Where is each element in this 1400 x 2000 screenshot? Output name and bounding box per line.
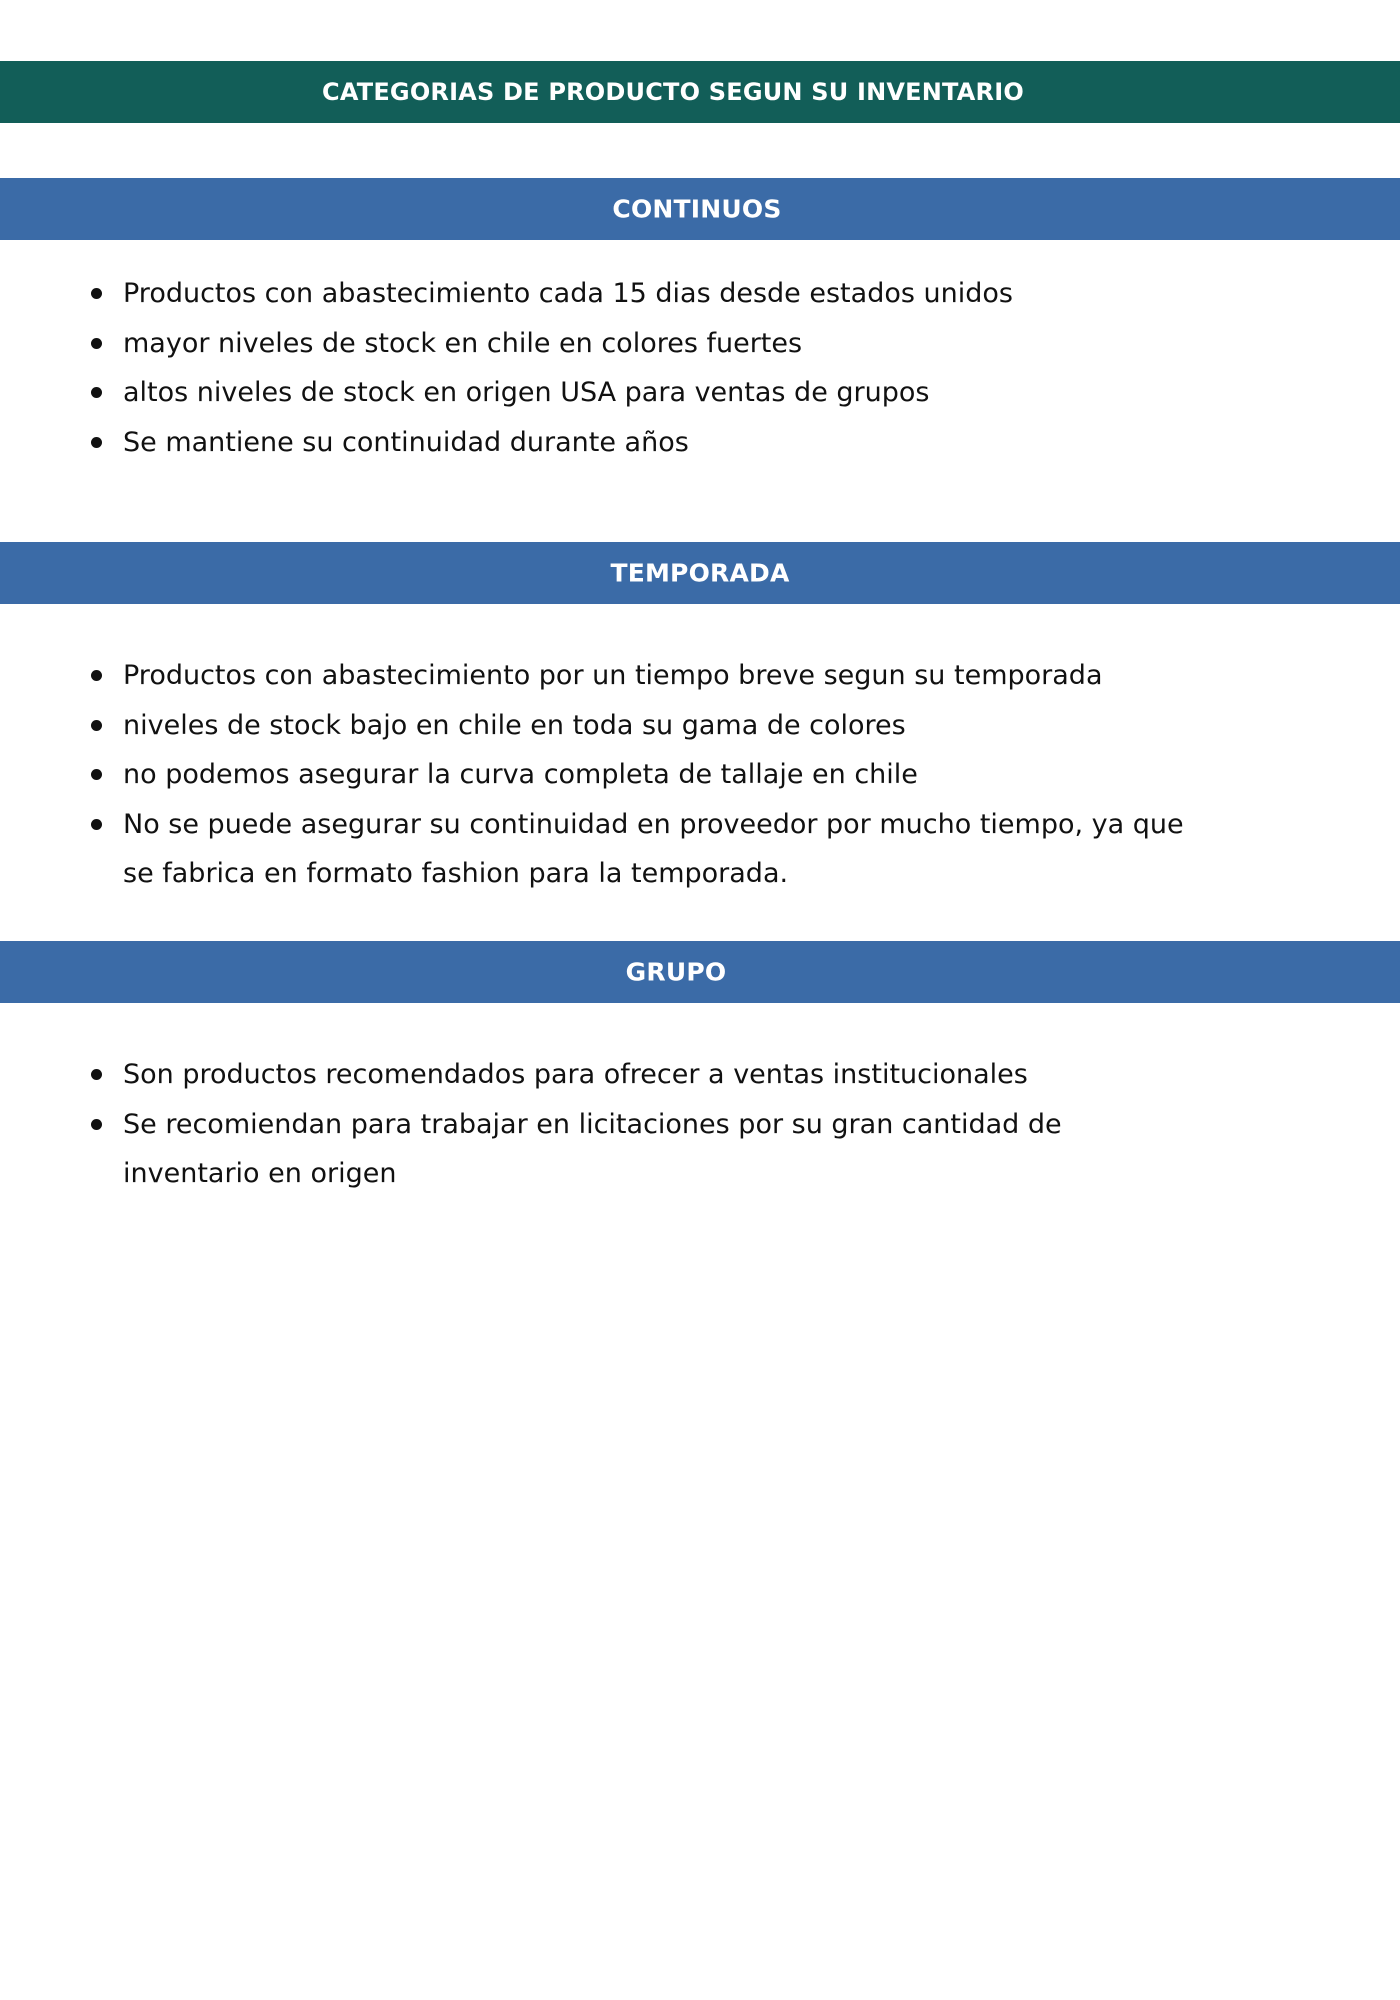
section-header-grupo [0,941,1400,1003]
page-title: CATEGORIAS DE PRODUCTO SEGUN SU INVENTARIO [322,78,1024,106]
bullet-list-continuos [0,269,1400,467]
list-item: niveles de stock bajo en chile en toda su gama de colores [0,701,1203,751]
list-item: Se recomiendan para trabajar en licitaciones por su gran cantidad de inventario en origen [0,1100,1203,1199]
section-title: TEMPORADA [610,558,790,588]
list-item: No se puede asegurar su continuidad en proveedor por mucho tiempo, ya que se fabrica en formato fashion para la temporada. [0,800,1203,899]
section-title: CONTINUOS [612,194,782,224]
list-item: Son productos recomendados para ofrecer a ventas institucionales [0,1050,1203,1100]
list-item: Productos con abastecimiento cada 15 dias desde estados unidos [0,269,1203,319]
section-title: GRUPO [625,957,727,987]
list-item: mayor niveles de stock en chile en colores fuertes [0,319,1203,369]
list-item: Productos con abastecimiento por un tiempo breve segun su temporada [0,651,1203,701]
list-item: no podemos asegurar la curva completa de tallaje en chile [0,750,1203,800]
list-item: altos niveles de stock en origen USA para ventas de grupos [0,368,1203,418]
bullet-list-grupo [0,1050,1400,1199]
list-item: Se mantiene su continuidad durante años [0,418,1203,468]
title-band [0,61,1400,123]
section-header-continuos [0,178,1400,240]
section-header-temporada [0,542,1400,604]
bullet-list-temporada [0,651,1400,899]
